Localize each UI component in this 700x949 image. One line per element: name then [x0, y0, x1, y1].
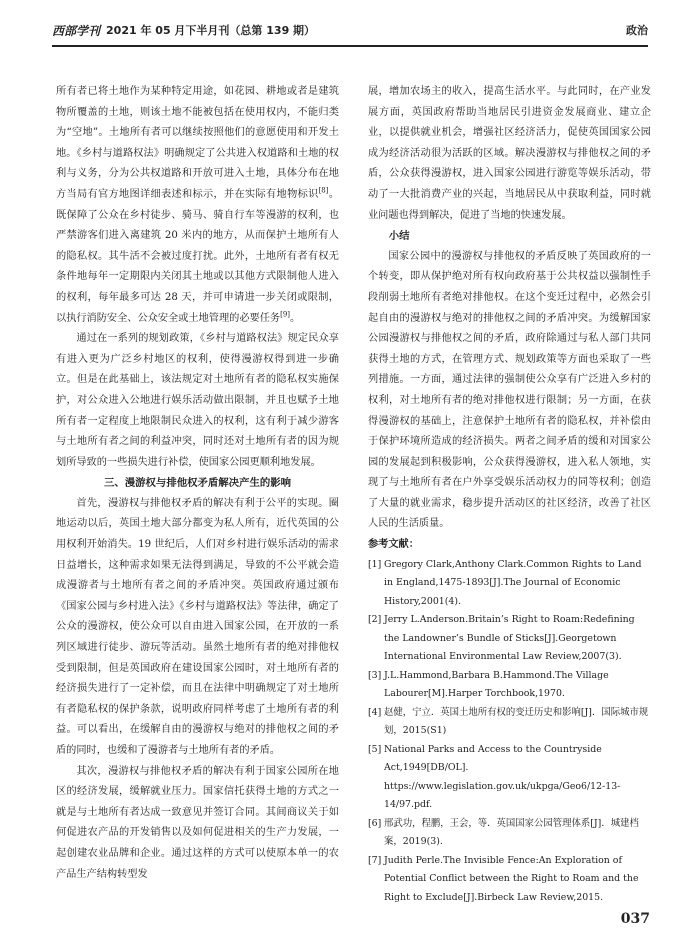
paragraph	[56, 82, 339, 329]
reference-text: 邢武功，程鹏，王会，等．英国国家公园管理体系[J]．城建档案，2019(3).	[384, 817, 639, 848]
reference-number: [1]	[368, 558, 382, 570]
reference-number: [5]	[368, 743, 382, 755]
header-divider	[52, 45, 648, 47]
left-column	[56, 82, 339, 885]
reference-item	[368, 815, 651, 852]
conclusion-heading: 小结	[388, 230, 410, 243]
reference-number: [7]	[368, 854, 382, 866]
paragraph: 其次，漫游权与排他权矛盾的解决有利于国家公园所在地区的经济发展，缓解就业压力。国家信托获得土地的方式之一就是与土地所有者达成一致意见并签订合同。其间商议关于如何促进农产品的开发销售以及如何促进相关的生产力发展，一起创建农业品牌和企业。通过这样的方式可以使原本单一的农产品生产结构转型发	[56, 765, 339, 880]
reference-text: Judith Perle.The Invisible Fence:An Exploration of Potential Conflict between the Right to Roam and the Right to Exclude[J].Birbeck Law Review,2015.	[384, 854, 639, 903]
paragraph-text: 所有者已将土地作为某种特定用途，如花园、耕地或者是建筑物所覆盖的土地，则该土地不能被包括在使用权内，不能归类为“空地”。土地所有者可以继续按照他们的意愿使用和开发土地。《乡村与道路权法》明确规定了公共进入权道路和土地的权利与义务，分为公共权道路和开放可进入土地，具体分布在地方当局有官方地图详细表述和标示，并在实际有地物标识	[56, 86, 339, 200]
journal-info	[52, 22, 315, 39]
paragraph: 通过在一系列的规划政策，《乡村与道路权法》规定民众享有进入更为广泛乡村地区的权利，使得漫游权得到进一步确立。但是在此基础上，该法规定对土地所有者的隐私权实施保护，对公众进入公地进行娱乐活动做出限制，并且也赋予土地所有者一定程度上地限制民众进入的权利，这有利于减少游客与土地所有者之间的利益冲突，同时还对土地所有者的因为规划所导致的一些损失进行补偿，使国家公园更顺利地发展。	[56, 333, 339, 468]
reference-item	[368, 741, 651, 815]
reference-number: [4]	[368, 706, 382, 718]
citation-ref: [8]	[318, 186, 329, 195]
page-number: 037	[620, 911, 650, 927]
citation-ref: [9]	[280, 310, 291, 319]
reference-text: J.L.Hammond,Barbara B.Hammond.The Village Labourer[M].Harper Torchbook,1970.	[384, 669, 609, 700]
reference-number: [3]	[368, 669, 382, 681]
section-label: 政治	[626, 24, 648, 37]
right-column	[368, 82, 651, 907]
reference-item	[368, 611, 651, 667]
reference-item	[368, 852, 651, 908]
references-heading: 参考文献：	[368, 539, 419, 551]
reference-number: [2]	[368, 614, 382, 626]
reference-list	[368, 556, 651, 908]
reference-text: Jerry L.Anderson.Britain’s Right to Roam:Redefining the Landowner’s Bundle of Sticks[J].Georgetown International Environmental Law Review,2007(3).	[384, 614, 635, 663]
reference-item	[368, 556, 651, 612]
reference-text: National Parks and Access to the Countryside Act,1949[DB/OL]. https://www.legislation.gov.uk/ukpga/Geo6/12-13-14/97.pdf.	[384, 743, 621, 811]
paragraph: 国家公园中的漫游权与排他权的矛盾反映了英国政府的一个转变，即从保护绝对所有权向政府基于公共权益以强制性手段削弱土地所有者绝对排他权。在这个变迁过程中，必然会引起自由的漫游权与绝对的排他权之间的矛盾冲突。为缓解国家公园漫游权与排他权之间的矛盾，政府除通过与私人部门共同获得土地的方式，在管理方式、规划政策等方面也采取了一些列措施。一方面，通过法律的强制使公众享有广泛进入乡村的权利，对土地所有者的绝对排他权进行限制；另一方面，在获得漫游权的基础上，注意保护土地所有者的隐私权，并补偿由于保护环境所造成的经济损失。两者之间矛盾的缓和对国家公园的发展起到积极影响，公众获得漫游权，进入私人领地，实现了与土地所有者在户外享受娱乐活动权力的同等权利；创造了大量的就业需求，稳步提升活动区的社区经济，改善了社区人民的生活质量。	[368, 250, 651, 530]
paragraph: 展，增加农场主的收入，提高生活水平。与此同时，在产业发展方面，英国政府帮助当地居民引进资金发展商业、建立企业，以提供就业机会，增强社区经济活力，促使英国国家公园成为经济活动很为活跃的区域。解决漫游权与排他权之间的矛盾，公众获得漫游权，进入国家公园进行游览等娱乐活动，带动了一大批消费产业的兴起，当地居民从中获取利益，同时就业问题也得到解决，促进了当地的快速发展。	[368, 86, 651, 221]
paragraph-text: 。	[290, 312, 301, 324]
reference-text: 赵健，宁立．英国土地所有权的变迁历史和影响[J]．国际城市规划，2015(S1)	[384, 706, 649, 737]
issue-info: 2021 年 05 月下半月刊（总第 139 期）	[106, 24, 316, 37]
journal-logo: 西部学刊	[52, 23, 101, 38]
paragraph-text: 。既保障了公众在乡村徒步、骑马、骑自行车等漫游的权利，也严禁游客们进入离建筑 20 米内的地方，从而保护土地所有人的隐私权。其牛活不会被过度打扰。此外，土地所有者有权无条件地每年一定期限内关闭其土地或以其他方式限制他人进入的权利，每年最多可达 28 天，并可申请进一步关闭或限制，以执行消防安全、公众安全或土地管理的必要任务	[56, 188, 340, 324]
reference-item	[368, 667, 651, 704]
reference-number: [6]	[368, 817, 382, 829]
paragraph: 首先，漫游权与排他权矛盾的解决有利于公平的实现。圈地运动以后，英国土地大部分都变为私人所有，近代英国的公用权利开始消失。19 世纪后，人们对乡村进行娱乐活动的需求日益增长，这种需求如果无法得到满足，导致的不公平就会造成漫游者与土地所有者之间的矛盾冲突。英国政府通过颁布《国家公园与乡村进入法》《乡村与道路权法》等法律，确定了公众的漫游权，使公众可以自由进入国家公园，在开放的一系列区域进行徒步、游玩等活动。虽然土地所有者的绝对排他权受到限制，但是英国政府在建设国家公园时，对土地所有者的经济损失进行了一定补偿，而且在法律中明确规定了对土地所有者隐私权的保护条款，说明政府同样考虑了土地所有者的利益。可以看出，在缓解自由的漫游权与绝对的排他权之间的矛盾的同时，也缓和了漫游者与土地所有者的矛盾。	[56, 497, 339, 756]
page-header	[52, 18, 648, 42]
reference-item	[368, 704, 651, 741]
section-heading: 三、漫游权与排他权矛盾解决产生的影响	[103, 477, 292, 490]
reference-text: Gregory Clark,Anthony Clark.Common Rights to Land in England,1475-1893[J].The Journal of Economic History,2001(4).	[384, 558, 642, 607]
